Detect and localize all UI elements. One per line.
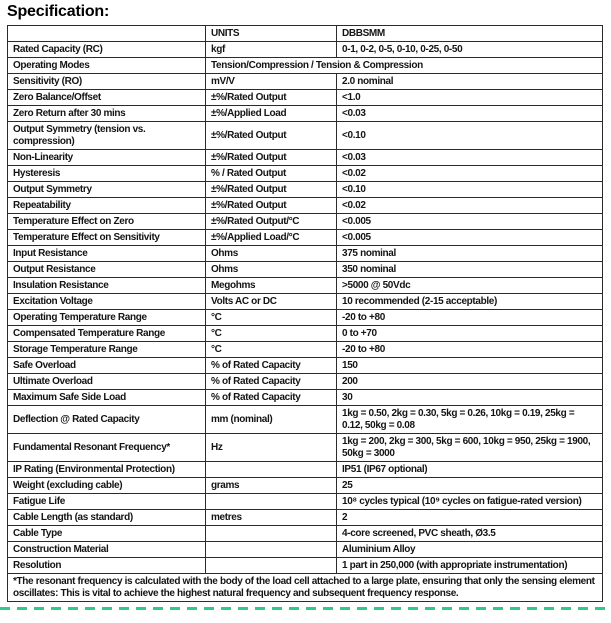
value-cell: 2.0 nominal (337, 74, 603, 90)
units-cell: Ohms (206, 262, 337, 278)
units-cell: % / Rated Output (206, 166, 337, 182)
specification-table (7, 25, 603, 602)
header-model: DBBSMM (337, 26, 603, 42)
value-cell: <0.005 (337, 230, 603, 246)
spec-row (8, 230, 603, 246)
param-cell: Cable Length (as standard) (8, 510, 206, 526)
param-cell: Output Symmetry (tension vs. compression) (8, 122, 206, 150)
value-cell: <0.02 (337, 198, 603, 214)
param-cell: Temperature Effect on Zero (8, 214, 206, 230)
value-cell: <0.03 (337, 106, 603, 122)
spec-row (8, 390, 603, 406)
units-cell (206, 462, 337, 478)
spec-row (8, 326, 603, 342)
param-cell: Sensitivity (RO) (8, 74, 206, 90)
spec-row (8, 526, 603, 542)
units-cell: °C (206, 326, 337, 342)
units-cell: metres (206, 510, 337, 526)
param-cell: Safe Overload (8, 358, 206, 374)
spec-row (8, 478, 603, 494)
spec-row (8, 294, 603, 310)
value-cell: 10 recommended (2-15 acceptable) (337, 294, 603, 310)
param-cell: Output Resistance (8, 262, 206, 278)
spec-row (8, 558, 603, 574)
spec-row (8, 310, 603, 326)
param-cell: Repeatability (8, 198, 206, 214)
spec-row (8, 106, 603, 122)
value-cell: <0.03 (337, 150, 603, 166)
value-cell: 4-core screened, PVC sheath, Ø3.5 (337, 526, 603, 542)
units-cell: Megohms (206, 278, 337, 294)
units-cell: Ohms (206, 246, 337, 262)
header-units: UNITS (206, 26, 337, 42)
value-cell: <0.10 (337, 182, 603, 198)
spec-row (8, 434, 603, 462)
value-cell: <0.005 (337, 214, 603, 230)
units-cell: ±%/Rated Output (206, 90, 337, 106)
param-cell: Hysteresis (8, 166, 206, 182)
param-cell: Storage Temperature Range (8, 342, 206, 358)
value-cell: <0.02 (337, 166, 603, 182)
param-cell: Maximum Safe Side Load (8, 390, 206, 406)
units-cell (206, 542, 337, 558)
units-cell (206, 494, 337, 510)
spec-row (8, 90, 603, 106)
value-cell: 150 (337, 358, 603, 374)
spec-row (8, 58, 603, 74)
spec-row (8, 374, 603, 390)
param-cell: IP Rating (Environmental Protection) (8, 462, 206, 478)
value-cell: 30 (337, 390, 603, 406)
units-cell: % of Rated Capacity (206, 390, 337, 406)
param-cell: Output Symmetry (8, 182, 206, 198)
param-cell: Excitation Voltage (8, 294, 206, 310)
units-cell: kgf (206, 42, 337, 58)
spec-row (8, 406, 603, 434)
param-cell: Cable Type (8, 526, 206, 542)
units-cell: mm (nominal) (206, 406, 337, 434)
spec-row (8, 278, 603, 294)
spec-row (8, 462, 603, 478)
header-row (8, 26, 603, 42)
spec-row (8, 122, 603, 150)
spec-row (8, 342, 603, 358)
param-cell: Fundamental Resonant Frequency* (8, 434, 206, 462)
param-cell: Zero Balance/Offset (8, 90, 206, 106)
units-cell: °C (206, 310, 337, 326)
units-cell: Hz (206, 434, 337, 462)
spec-row (8, 182, 603, 198)
param-cell: Rated Capacity (RC) (8, 42, 206, 58)
spec-row (8, 150, 603, 166)
units-cell (206, 526, 337, 542)
value-cell: 375 nominal (337, 246, 603, 262)
value-cell: 1 part in 250,000 (with appropriate instrumentation) (337, 558, 603, 574)
units-cell: ±%/Rated Output/°C (206, 214, 337, 230)
value-cell: -20 to +80 (337, 310, 603, 326)
units-cell (206, 558, 337, 574)
value-cell: 1kg = 0.50, 2kg = 0.30, 5kg = 0.26, 10kg = 0.19, 25kg = 0.12, 50kg = 0.08 (337, 406, 603, 434)
param-cell: Zero Return after 30 mins (8, 106, 206, 122)
value-cell: <0.10 (337, 122, 603, 150)
param-cell: Operating Modes (8, 58, 206, 74)
spec-row (8, 74, 603, 90)
units-cell: Volts AC or DC (206, 294, 337, 310)
spec-row (8, 246, 603, 262)
spec-row (8, 358, 603, 374)
value-cell: IP51 (IP67 optional) (337, 462, 603, 478)
units-cell: ±%/Rated Output (206, 198, 337, 214)
param-cell: Insulation Resistance (8, 278, 206, 294)
spec-row (8, 166, 603, 182)
value-cell: 2 (337, 510, 603, 526)
spec-row (8, 42, 603, 58)
spec-row (8, 214, 603, 230)
value-cell: 350 nominal (337, 262, 603, 278)
value-cell: 10⁸ cycles typical (10⁹ cycles on fatigue-rated version) (337, 494, 603, 510)
page-title: Specification: (7, 3, 110, 20)
units-cell: ±%/Rated Output (206, 150, 337, 166)
param-cell: Fatigue Life (8, 494, 206, 510)
table-body (8, 42, 603, 574)
param-cell: Temperature Effect on Sensitivity (8, 230, 206, 246)
units-cell: % of Rated Capacity (206, 374, 337, 390)
value-cell: 25 (337, 478, 603, 494)
footnote: *The resonant frequency is calculated with the body of the load cell attached to a large plate, ensuring that only the sensing element oscillates: This is vital to achieve the highest natural frequency and subsequent frequency response. (8, 574, 603, 602)
footnote-row (8, 574, 603, 602)
value-cell: >5000 @ 50Vdc (337, 278, 603, 294)
param-cell: Input Resistance (8, 246, 206, 262)
units-cell: ±%/Rated Output (206, 182, 337, 198)
units-cell: ±%/Applied Load/°C (206, 230, 337, 246)
spec-row (8, 494, 603, 510)
value-cell: Tension/Compression / Tension & Compression (206, 58, 603, 74)
spec-row (8, 262, 603, 278)
units-cell: °C (206, 342, 337, 358)
dashed-divider (0, 607, 611, 610)
value-cell: 200 (337, 374, 603, 390)
units-cell: mV/V (206, 74, 337, 90)
value-cell: 0 to +70 (337, 326, 603, 342)
units-cell: ±%/Applied Load (206, 106, 337, 122)
value-cell: <1.0 (337, 90, 603, 106)
units-cell: ±%/Rated Output (206, 122, 337, 150)
param-cell: Weight (excluding cable) (8, 478, 206, 494)
param-cell: Non-Linearity (8, 150, 206, 166)
value-cell: 1kg = 200, 2kg = 300, 5kg = 600, 10kg = 950, 25kg = 1900, 50kg = 3000 (337, 434, 603, 462)
param-cell: Operating Temperature Range (8, 310, 206, 326)
spec-row (8, 510, 603, 526)
param-cell: Resolution (8, 558, 206, 574)
spec-row (8, 198, 603, 214)
param-cell: Construction Material (8, 542, 206, 558)
param-cell: Compensated Temperature Range (8, 326, 206, 342)
param-cell: Deflection @ Rated Capacity (8, 406, 206, 434)
spec-row (8, 542, 603, 558)
units-cell: grams (206, 478, 337, 494)
value-cell: 0-1, 0-2, 0-5, 0-10, 0-25, 0-50 (337, 42, 603, 58)
value-cell: -20 to +80 (337, 342, 603, 358)
param-cell: Ultimate Overload (8, 374, 206, 390)
value-cell: Aluminium Alloy (337, 542, 603, 558)
units-cell: % of Rated Capacity (206, 358, 337, 374)
header-parameter (8, 26, 206, 42)
